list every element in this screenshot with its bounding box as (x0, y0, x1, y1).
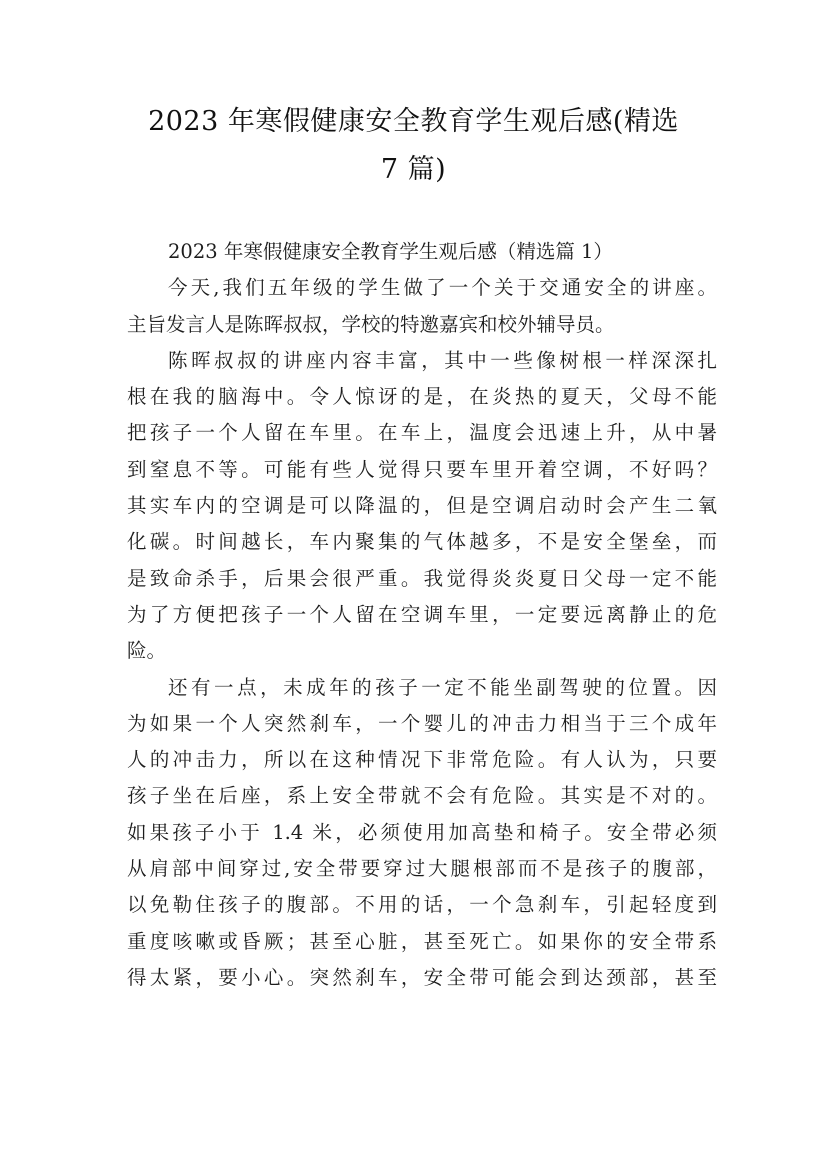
text-line: 如果孩子小于 1.4 米，必须使用加高垫和椅子。安全带必须 (127, 820, 717, 844)
text-line: 为了方便把孩子一个人留在空调车里，一定要远离静止的危 (127, 602, 717, 626)
text-line: 以免勒住孩子的腹部。不用的话，一个急刹车，引起轻度到 (127, 893, 717, 917)
text-line: 是致命杀手，后果会很严重。我觉得炎炎夏日父母一定不能 (127, 566, 717, 590)
text-line: 化碳。时间越长，车内聚集的气体越多，不是安全堡垒，而 (127, 530, 717, 554)
section-heading: 2023 年寒假健康安全教育学生观后感（精选篇 1） (168, 240, 613, 263)
text-line: 还有一点，未成年的孩子一定不能坐副驾驶的位置。因 (168, 675, 717, 699)
text-line: 到窒息不等。可能有些人觉得只要车里开着空调，不好吗？ (127, 457, 717, 481)
text-line: 孩子坐在后座，系上安全带就不会有危险。其实是不对的。 (127, 784, 717, 808)
text-line: 从肩部中间穿过,安全带要穿过大腿根部而不是孩子的腹部， (127, 857, 717, 881)
text-line: 为如果一个人突然刹车，一个婴儿的冲击力相当于三个成年 (127, 711, 717, 735)
document-title-line-1: 2023 年寒假健康安全教育学生观后感(精选 (148, 106, 679, 137)
text-line: 陈晖叔叔的讲座内容丰富，其中一些像树根一样深深扎 (168, 348, 717, 372)
text-line: 其实车内的空调是可以降温的，但是空调启动时会产生二氧 (127, 494, 717, 518)
text-line: 根在我的脑海中。令人惊讶的是，在炎热的夏天，父母不能 (127, 385, 717, 409)
text-line: 险。 (127, 639, 167, 663)
text-line: 主旨发言人是陈晖叔叔，学校的特邀嘉宾和校外辅导员。 (127, 312, 615, 336)
text-line: 把孩子一个人留在车里。在车上，温度会迅速上升，从中暑 (127, 421, 717, 445)
text-line: 重度咳嗽或昏厥；甚至心脏，甚至死亡。如果你的安全带系 (127, 929, 717, 953)
text-line: 今天,我们五年级的学生做了一个关于交通安全的讲座。 (168, 276, 717, 300)
text-line: 人的冲击力，所以在这种情况下非常危险。有人认为，只要 (127, 748, 717, 772)
document-body (127, 234, 717, 996)
text-line: 得太紧，要小心。突然刹车，安全带可能会到达颈部，甚至 (127, 965, 717, 989)
document-title (110, 98, 717, 194)
document-title-line-2: 7 篇) (380, 154, 447, 185)
